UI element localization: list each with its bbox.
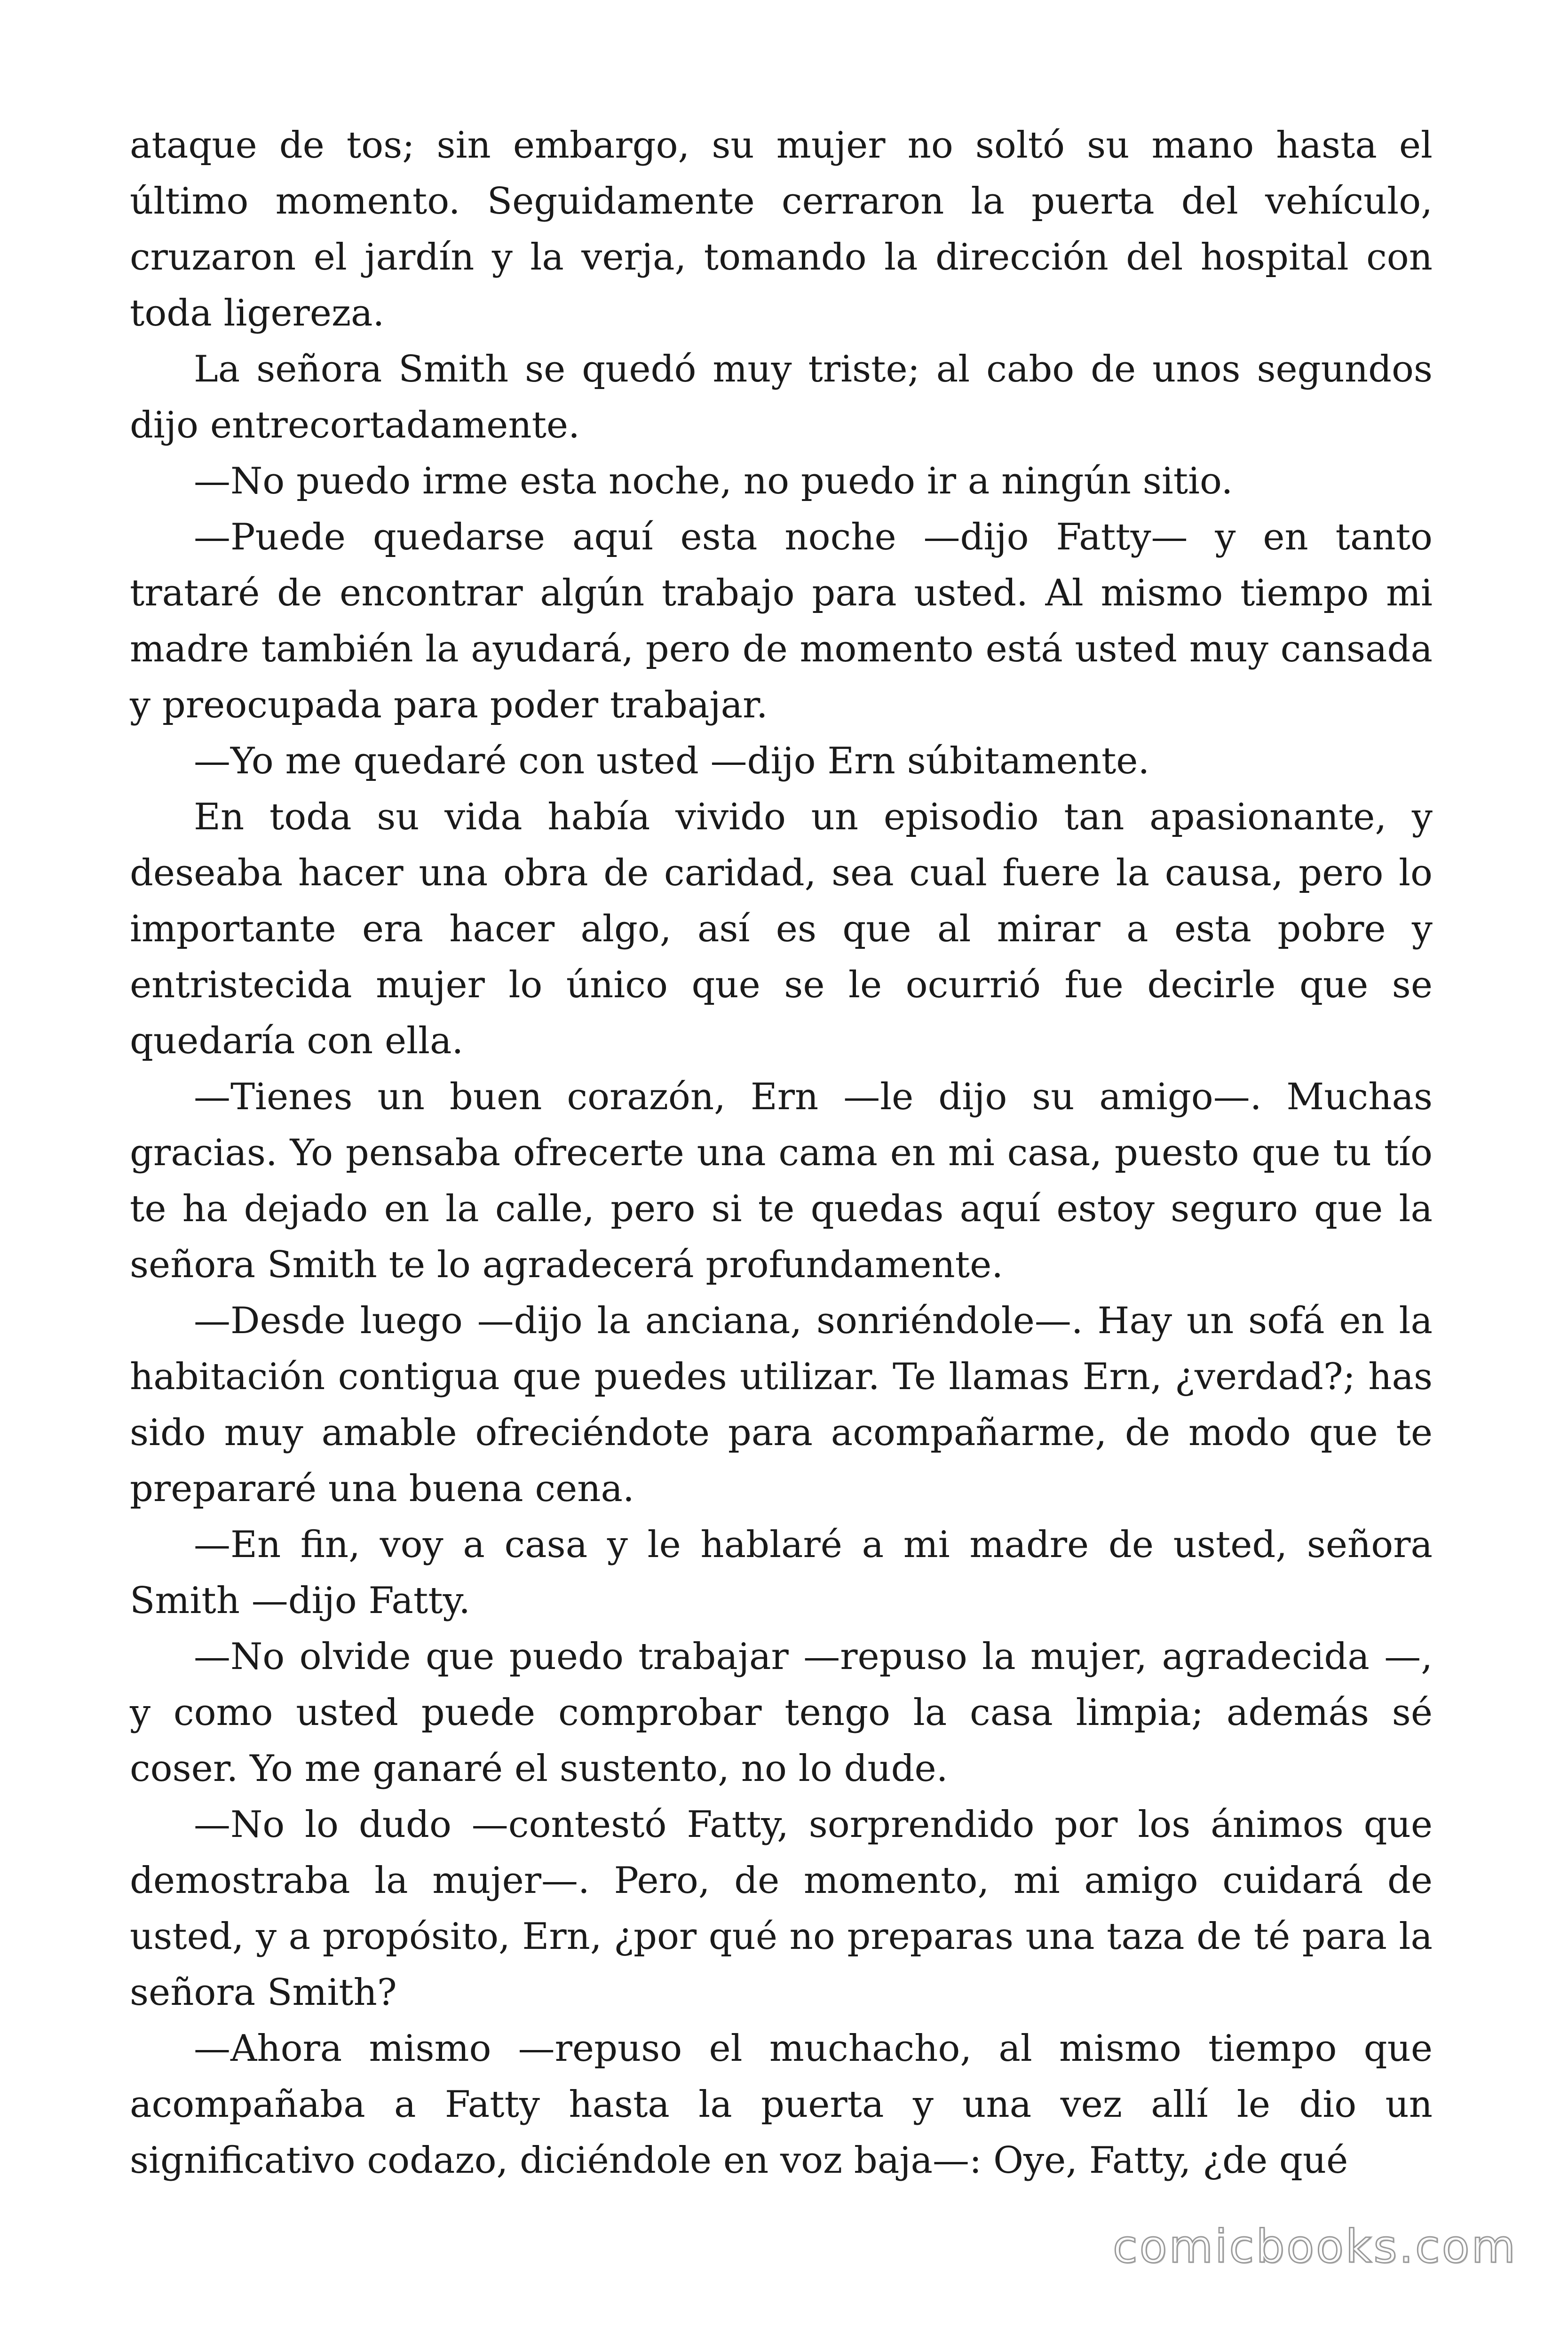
- paragraph: —Tienes un buen corazón, Ern —le dijo su amigo—. Muchas gracias. Yo pensaba ofrecerte una cama en mi casa, puesto que tu tío te ha dejado en la calle, pero si te quedas aquí estoy seguro que la señora Smith te lo agradecerá profundamente.: [130, 1076, 1433, 1286]
- paragraph: En toda su vida había vivido un episodio tan apasionante, y deseaba hacer una obra de caridad, sea cual fuere la causa, pero lo importante era hacer algo, así es que al mirar a esta pobre y entristecida mujer lo único que se le ocurrió fue decirle que se quedaría con ella.: [130, 796, 1433, 1062]
- paragraph: —Puede quedarse aquí esta noche —dijo Fatty— y en tanto trataré de encontrar algún trabajo para usted. Al mismo tiempo mi madre también la ayudará, pero de momento está usted muy cansada y preocupada para poder trabajar.: [130, 516, 1433, 726]
- watermark: comicbooks.com: [1112, 2220, 1517, 2273]
- paragraph: —Yo me quedaré con usted —dijo Ern súbitamente.: [194, 740, 1150, 782]
- paragraph: —Desde luego —dijo la anciana, sonriéndole—. Hay un sofá en la habitación contigua que puedes utilizar. Te llamas Ern, ¿verdad?; has sido muy amable ofreciéndote para acompañarme, de modo que te prepararé una buena cena.: [130, 1300, 1433, 1510]
- paragraph: La señora Smith se quedó muy triste; al cabo de unos segundos dijo entrecortadamente.: [130, 348, 1433, 446]
- book-page: [130, 118, 1433, 2189]
- paragraph: ataque de tos; sin embargo, su mujer no soltó su mano hasta el último momento. Seguidamente cerraron la puerta del vehículo, cruzaron el jardín y la verja, tomando la dirección del hospital con toda ligereza.: [130, 124, 1433, 334]
- paragraph: —No lo dudo —contestó Fatty, sorprendido por los ánimos que demostraba la mujer—. Pero, de momento, mi amigo cuidará de usted, y a propósito, Ern, ¿por qué no preparas una taza de té para la señora Smith?: [130, 1804, 1433, 2014]
- paragraph: —En fin, voy a casa y le hablaré a mi madre de usted, señora Smith —dijo Fatty.: [130, 1524, 1433, 1622]
- paragraph: —No olvide que puedo trabajar —repuso la mujer, agradecida —, y como usted puede comprobar tengo la casa limpia; además sé coser. Yo me ganaré el sustento, no lo dude.: [130, 1636, 1433, 1790]
- paragraph: —No puedo irme esta noche, no puedo ir a ningún sitio.: [194, 460, 1233, 502]
- paragraph: —Ahora mismo —repuso el muchacho, al mismo tiempo que acompañaba a Fatty hasta la puerta y una vez allí le dio un significativo codazo, diciéndole en voz baja—: Oye, Fatty, ¿de qué: [130, 2027, 1433, 2182]
